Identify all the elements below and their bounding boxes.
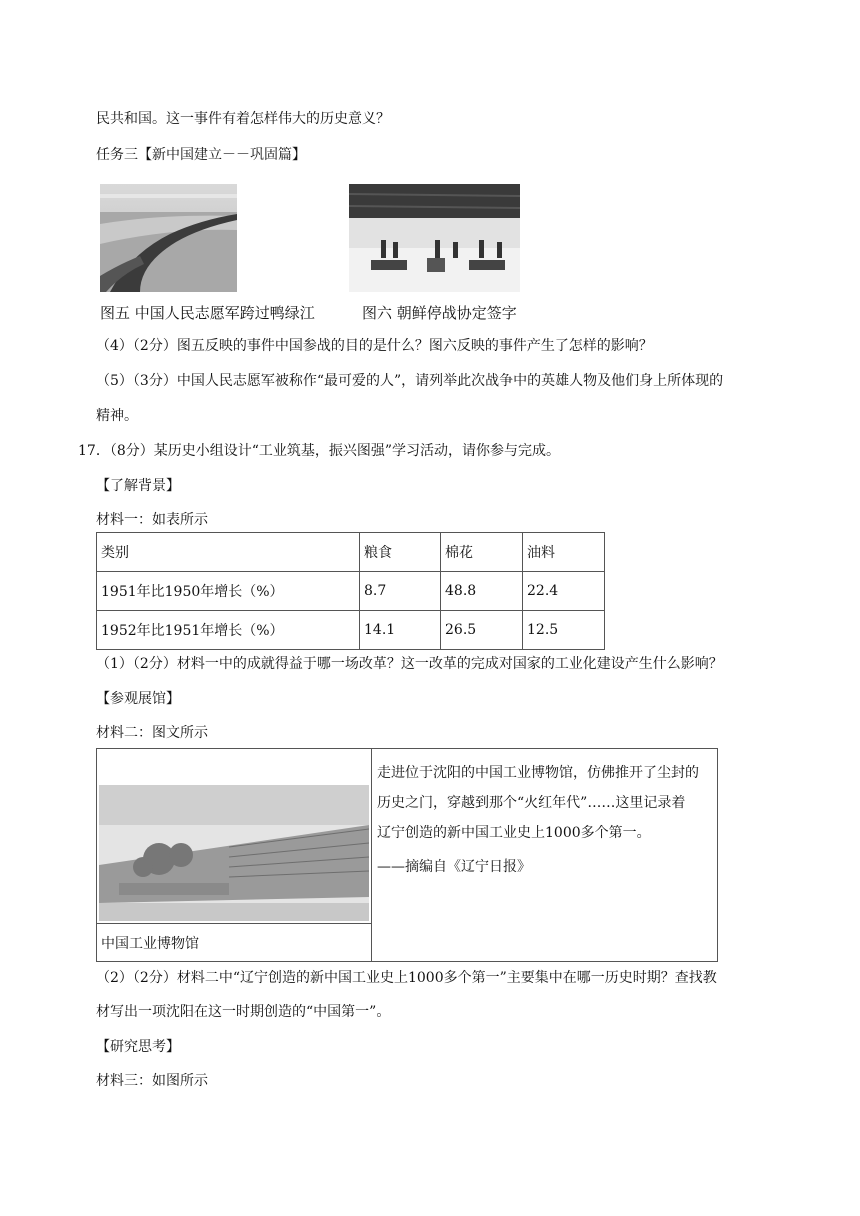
table-cell: 12.5 (523, 611, 605, 650)
question-17: 17．（8分）某历史小组设计“工业筑基，振兴图强”学习活动，请你参与完成。 (78, 443, 561, 459)
question-2-line-2: 材写出一项沈阳在这一时期创造的“中国第一”。 (96, 1004, 391, 1020)
table-cell: 棉花 (441, 533, 523, 572)
table-cell: 油料 (523, 533, 605, 572)
research-heading: 【研究思考】 (96, 1039, 180, 1055)
table-cell: 22.4 (523, 572, 605, 611)
figure-6-caption: 图六 朝鲜停战协定签字 (362, 304, 517, 322)
divider (97, 923, 371, 924)
material-2-text-line: 走进位于沈阳的中国工业博物馆，仿佛推开了尘封的 (377, 765, 699, 781)
table-cell: 26.5 (441, 611, 523, 650)
material-2-text-line: 历史之门，穿越到那个“火红年代”……这里记录着 (377, 795, 686, 811)
text-line-1: 民共和国。这一事件有着怎样伟大的历史意义？ (96, 111, 390, 127)
question-5-line-1: （5）（3分）中国人民志愿军被称作“最可爱的人”，请列举此次战争中的英雄人物及他们身上所体现的 (96, 373, 724, 389)
table-cell: 粮食 (360, 533, 441, 572)
table-cell: 1951年比1950年增长（%） (97, 572, 360, 611)
task-three-heading: 任务三【新中国建立－－巩固篇】 (96, 147, 306, 163)
question-4: （4）（2分）图五反映的事件中国参战的目的是什么？图六反映的事件产生了怎样的影响？ (96, 338, 653, 354)
table-row (97, 611, 605, 650)
table-cell: 1952年比1951年增长（%） (97, 611, 360, 650)
question-1: （1）（2分）材料一中的成就得益于哪一场改革？这一改革的完成对国家的工业化建设产生什么影响？ (96, 656, 723, 672)
material-2-source: ——摘编自《辽宁日报》 (377, 859, 531, 875)
figure-5-caption: 图五 中国人民志愿军跨过鸭绿江 (100, 304, 315, 322)
table-cell: 14.1 (360, 611, 441, 650)
museum-photo (99, 785, 369, 921)
question-2-line-1: （2）（2分）材料二中“辽宁创造的新中国工业史上1000多个第一”主要集中在哪一历史时期？查找教 (96, 970, 717, 986)
table-cell: 48.8 (441, 572, 523, 611)
question-5-line-2: 精神。 (96, 408, 138, 424)
table-cell: 8.7 (360, 572, 441, 611)
divider (371, 749, 372, 961)
material-3-label: 材料三：如图所示 (96, 1073, 208, 1089)
museum-caption: 中国工业博物馆 (101, 936, 199, 952)
visit-heading: 【参观展馆】 (96, 691, 180, 707)
table-row (97, 572, 605, 611)
material-2-text-line: 辽宁创造的新中国工业史上1000多个第一。 (377, 825, 651, 841)
material-1-table (96, 532, 605, 650)
material-1-label: 材料一：如表所示 (96, 512, 208, 528)
material-2-box (96, 748, 718, 962)
table-header-row (97, 533, 605, 572)
material-2-label: 材料二：图文所示 (96, 725, 208, 741)
figure-5-photo (100, 184, 237, 292)
background-heading: 【了解背景】 (96, 478, 180, 494)
figure-6-photo (349, 184, 520, 292)
table-cell: 类别 (97, 533, 360, 572)
